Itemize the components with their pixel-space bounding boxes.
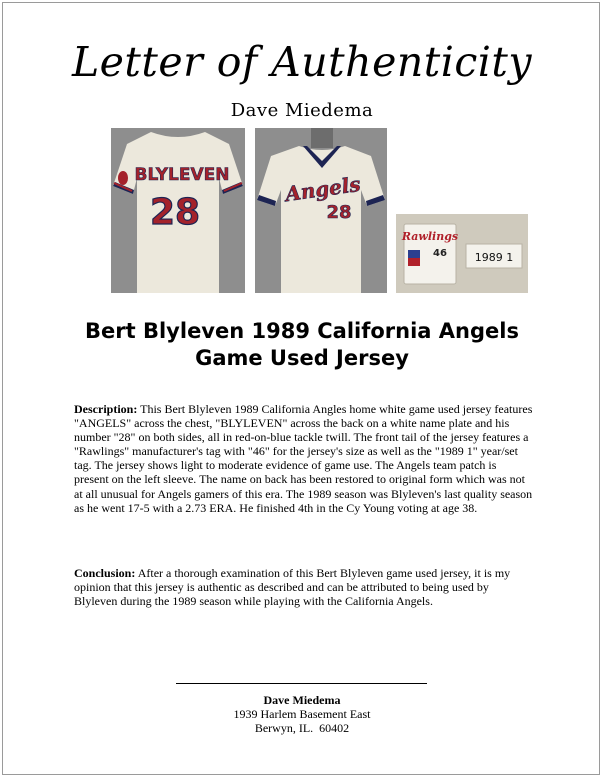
letter-title: Letter of Authenticity bbox=[71, 38, 533, 86]
jersey-front-photo bbox=[255, 128, 387, 293]
back-name-lettering: BLYLEVEN bbox=[134, 165, 230, 185]
description-paragraph bbox=[74, 402, 534, 515]
front-team-lettering: Angels bbox=[283, 171, 362, 207]
jersey-tag-photo bbox=[396, 214, 528, 293]
jersey-back-photo bbox=[111, 128, 245, 293]
front-number-lettering: 28 bbox=[326, 202, 352, 223]
signature-address-line-1: 1939 Harlem Basement East bbox=[233, 707, 371, 721]
heading-line-2: Game Used Jersey bbox=[195, 346, 409, 370]
letter-heading bbox=[40, 318, 564, 372]
conclusion-paragraph bbox=[74, 566, 534, 608]
conclusion-label: Conclusion: bbox=[74, 566, 136, 580]
signature-name: Dave Miedema bbox=[263, 693, 341, 707]
conclusion-text: After a thorough examination of this Bert Blyleven game used jersey, it is my opinion that this jersey is authentic as described and can be attributed to being used by Blyleven during the 1989 season while playing with the California Angels. bbox=[74, 566, 511, 609]
heading-line-1: Bert Blyleven 1989 California Angels bbox=[85, 319, 519, 343]
authenticator-name: Dave Miedema bbox=[230, 100, 374, 121]
tag-year-text: 1989 1 bbox=[474, 251, 514, 264]
description-label: Description: bbox=[74, 402, 138, 416]
back-number-lettering: 28 bbox=[149, 192, 201, 233]
signature-block bbox=[0, 693, 604, 735]
signature-address-line-2: Berwyn, IL. 60402 bbox=[254, 721, 350, 735]
signature-line bbox=[176, 683, 427, 684]
tag-brand-text: Rawlings bbox=[401, 230, 459, 243]
tag-size-text: 46 bbox=[433, 248, 447, 259]
description-text: This Bert Blyleven 1989 California Angles home white game used jersey features "ANGELS" across the chest, "BLYLEVEN" across the back on a white name plate and his number "28" on both sides, all in red-on-blue tackle twill. The front tail of the jersey features a "Rawlings" manufacturer's tag with "46" for the jersey's size as well as the "1989 1" year/set tag. The jersey shows light to moderate evidence of game use. The Angels team patch is present on the left sleeve. The name on back has been restored to original form which was not at all unusual for Angels gamers of this era. The 1989 season was Blyleven's last quality season as he went 17-5 with a 2.73 ERA. He finished 4th in the Cy Young voting at age 38. bbox=[74, 402, 533, 515]
